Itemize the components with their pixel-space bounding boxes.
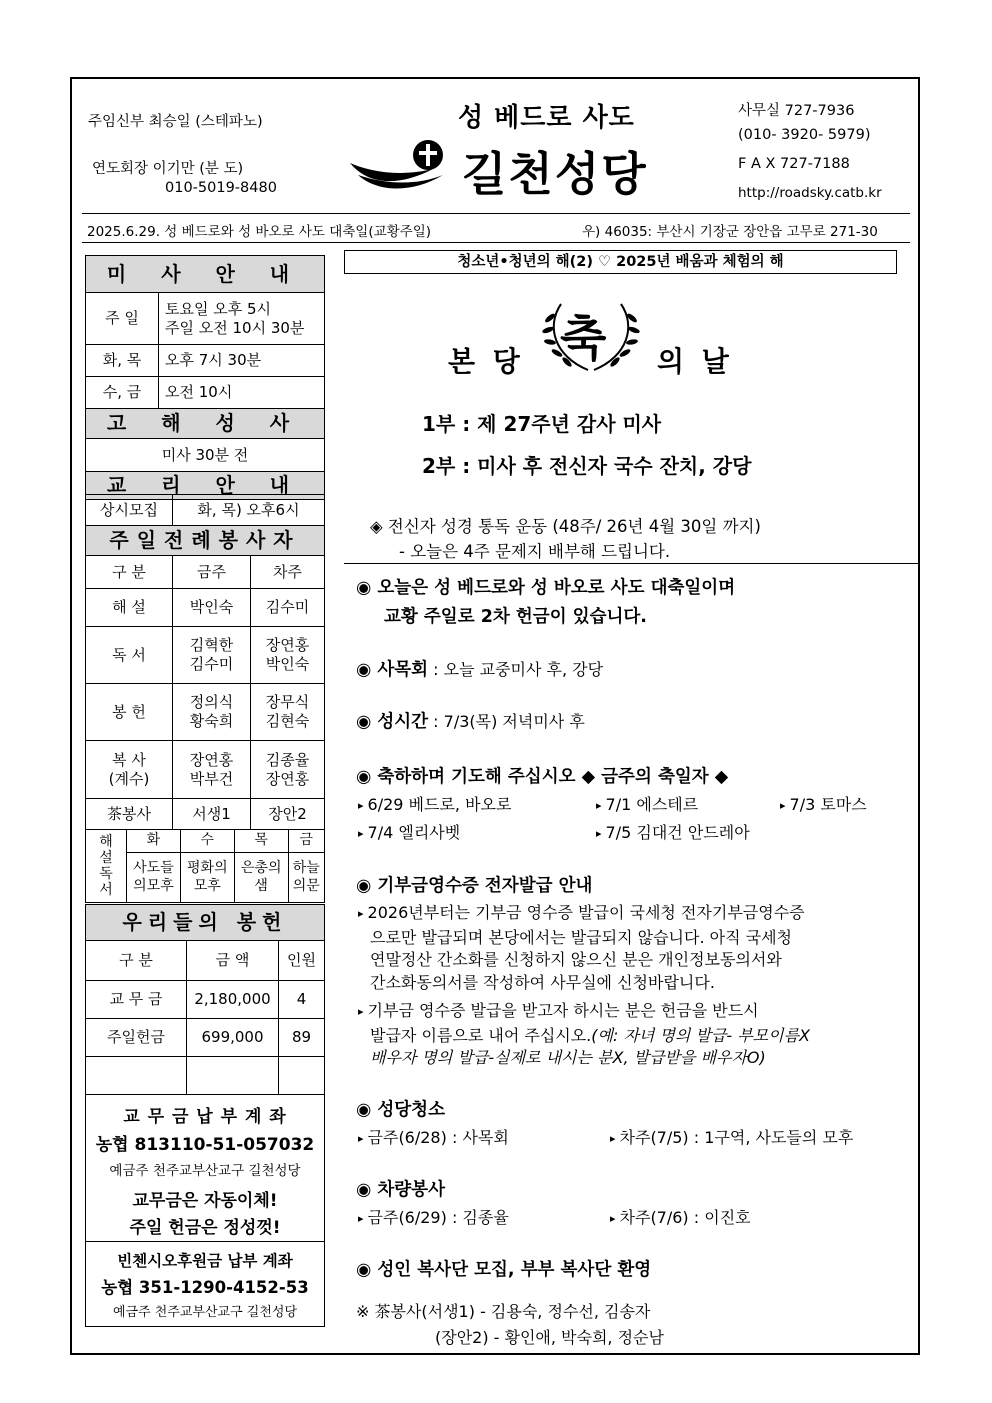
offering-empty — [86, 1057, 187, 1095]
receipt-line: ▸ 기부금 영수증 발급을 받고자 하시는 분은 헌금을 반드시 — [358, 1000, 810, 1025]
notice-driving-title: ◉ 차량봉사 — [356, 1180, 445, 1200]
parish-name: 길천성당 — [462, 147, 648, 201]
mobile-phone: (010- 3920- 5979) — [738, 127, 871, 143]
servers-head-role: 구 분 — [86, 556, 173, 589]
offering-count: 89 — [279, 1019, 325, 1057]
notices-divider — [344, 563, 918, 564]
catechism-table — [85, 494, 325, 556]
server-this — [173, 741, 251, 799]
servers-table — [85, 555, 325, 830]
server-next — [251, 741, 325, 799]
bible-reading-line1: ◈ 전신자 성경 통독 운동 (48주/ 26년 4월 30일 까지) — [370, 517, 761, 536]
catechism-label: 상시모집 — [86, 495, 173, 526]
offering-note: 주일 헌금은 정성껏! — [129, 1218, 281, 1238]
offering-amount: 699,000 — [187, 1019, 279, 1057]
website-link[interactable]: http://roadsky.catb.kr — [738, 185, 882, 201]
server-name: 김현숙 — [265, 712, 310, 730]
weekday-head: 화 — [127, 830, 181, 853]
server-role: 독 서 — [86, 627, 173, 684]
mass-time-tue-thu: 오후 7시 30분 — [159, 345, 325, 377]
driving-this-week: ▸ 금주(6/29) : 김종율 — [358, 1205, 509, 1228]
server-name: 박인숙 — [265, 655, 310, 673]
weekday-val-line: 의문 — [292, 877, 320, 894]
cleaning-this-week: ▸ 금주(6/28) : 사목회 — [358, 1125, 509, 1148]
server-name: 황숙희 — [189, 712, 234, 730]
mass-time-sun: 주일 오전 10시 30분 — [165, 318, 305, 337]
feast-emblem-char: 축 — [560, 311, 607, 367]
offering-empty — [279, 1057, 325, 1095]
account-title: 교 무 금 납 부 계 좌 — [123, 1107, 287, 1127]
catechism-title: 교 리 안 내 — [86, 472, 325, 500]
confession-title: 고 해 성 사 — [86, 409, 325, 439]
weekday-val — [288, 853, 324, 903]
weekday-head: 수 — [180, 830, 234, 853]
server-name: 장연홍 — [265, 769, 310, 788]
header-divider-top — [82, 213, 910, 214]
weekday-val-line: 평화의 — [187, 860, 228, 876]
nameday-item: ▸ 7/1 에스테르 — [596, 792, 698, 815]
server-name: 김혁한 — [189, 636, 234, 655]
pastor-name: 주임신부 최승일 (스테파노) — [88, 114, 263, 130]
notice-namedays-title: ◉ 축하하며 기도해 주십시오 ◆ 금주의 축일자 ◆ — [356, 767, 729, 787]
parish-logo-icon — [348, 135, 458, 195]
notice-holy-hour-text: : 7/3(목) 저녁미사 후 — [428, 712, 585, 731]
account-holder: 예금주 천주교부산교구 길천성당 — [109, 1163, 301, 1179]
server-next: 장안2 — [251, 799, 325, 830]
weekday-label-text: 해설독서 — [99, 833, 113, 899]
servers-title: 주일전례봉사자 — [86, 526, 325, 556]
account-box — [85, 1094, 325, 1242]
receipt-example-line: 배우자 명의 발급-실제로 내시는 분X, 발급받을 배우자O) — [370, 1048, 766, 1067]
notice-council-text: : 오늘 교중미사 후, 강당 — [428, 660, 604, 679]
feast-left-text: 본 당 — [448, 345, 524, 378]
mass-day-tue-thu: 화, 목 — [86, 345, 159, 377]
server-this: 서생1 — [173, 799, 251, 830]
server-role: 봉 헌 — [86, 684, 173, 741]
notice-cleaning-title: ◉ 성당청소 — [356, 1100, 445, 1120]
mass-time-wed-fri: 오전 10시 — [159, 377, 325, 409]
server-name: 김수미 — [189, 655, 234, 673]
weekday-head: 목 — [234, 830, 288, 853]
tea-service-line2: (장안2) - 황인애, 박숙희, 정순남 — [435, 1328, 664, 1347]
offering-label: 교 무 금 — [86, 981, 187, 1019]
server-name: 김종율 — [265, 750, 310, 769]
weekday-val — [180, 853, 234, 903]
notice-feast-line2: 교황 주일로 2차 헌금이 있습니다. — [384, 607, 647, 627]
notice-altar-servers-title: ◉ 성인 복사단 모집, 부부 복사단 환영 — [356, 1260, 652, 1280]
offering-label: 주일헌금 — [86, 1019, 187, 1057]
weekday-val — [234, 853, 288, 903]
mass-table — [85, 255, 325, 500]
server-role — [86, 741, 173, 799]
offering-head-count: 인원 — [279, 941, 325, 981]
auto-transfer-note: 교무금은 자동이체! — [132, 1191, 278, 1211]
server-next — [251, 627, 325, 684]
offering-head-amount: 금 액 — [187, 941, 279, 981]
account-number: 농협 813110-51-057032 — [95, 1135, 315, 1155]
mass-title: 미 사 안 내 — [86, 256, 325, 293]
offering-head-label: 구 분 — [86, 941, 187, 981]
offering-title: 우리들의 봉헌 — [86, 905, 325, 941]
server-this: 박인숙 — [173, 589, 251, 627]
cleaning-next-week: ▸ 차주(7/5) : 1구역, 사도들의 모후 — [610, 1125, 853, 1148]
vincent-number: 농협 351-1290-4152-53 — [101, 1278, 309, 1297]
feast-part2: 2부 : 미사 후 전신자 국수 잔치, 강당 — [422, 454, 752, 478]
header-divider-bottom — [82, 242, 910, 243]
weekday-val-line: 사도들 — [133, 860, 174, 876]
weekday-val-line: 의모후 — [133, 877, 174, 894]
notice-receipt-title: ◉ 기부금영수증 전자발급 안내 — [356, 876, 593, 896]
nameday-item: ▸ 7/5 김대건 안드레아 — [596, 820, 750, 843]
vincent-title: 빈첸시오후원금 납부 계좌 — [117, 1252, 293, 1270]
notice-holy-hour — [356, 708, 585, 733]
fax-number: F A X 727-7188 — [738, 156, 850, 172]
server-name: 장연홍 — [265, 636, 310, 655]
notice-council — [356, 656, 603, 681]
receipt-line: 으로만 발급되며 본당에서는 발급되지 않습니다. 아직 국세청 — [370, 927, 793, 947]
server-role: 茶봉사 — [86, 799, 173, 830]
weekday-val-line: 샘 — [254, 877, 268, 894]
server-this — [173, 684, 251, 741]
server-role-line: 복 사 — [112, 750, 146, 769]
server-role-line: (계수) — [108, 769, 150, 788]
nameday-item: ▸ 7/4 엘리사벳 — [358, 820, 460, 843]
servers-head-this: 금주 — [173, 556, 251, 589]
server-next: 김수미 — [251, 589, 325, 627]
weekday-val-line: 은총의 — [240, 860, 282, 876]
council-president: 연도회장 이기만 (분 도) — [92, 161, 244, 177]
notice-holy-hour-title: ◉ 성시간 — [356, 712, 429, 732]
nameday-item: ▸ 6/29 베드로, 바오로 — [358, 792, 511, 815]
mass-time-sat: 토요일 오후 5시 — [165, 299, 272, 318]
catechism-time: 화, 목) 오후6시 — [173, 495, 325, 526]
server-next — [251, 684, 325, 741]
council-phone: 010-5019-8480 — [165, 180, 277, 196]
patron-saint: 성 베드로 사도 — [458, 103, 635, 133]
driving-next-week: ▸ 차주(7/6) : 이진호 — [610, 1205, 751, 1228]
receipt-line: 간소화동의서를 작성하여 사무실에 신청바랍니다. — [370, 972, 715, 992]
receipt-example: (예: 자녀 명의 발급- 부모이름X — [591, 1025, 811, 1045]
vincent-holder: 예금주 천주교부산교구 길천성당 — [112, 1305, 298, 1320]
server-name: 정의식 — [189, 693, 234, 712]
offering-empty — [187, 1057, 279, 1095]
mass-day-wed-fri: 수, 금 — [86, 377, 159, 409]
feast-right-text: 의 날 — [657, 345, 733, 378]
mass-time-sunday — [159, 293, 325, 345]
weekday-val — [127, 853, 181, 903]
notice-receipt-p1 — [358, 902, 805, 994]
tea-service-line1: ※ 茶봉사(서생1) - 김용숙, 정수선, 김송자 — [356, 1302, 651, 1321]
offering-table — [85, 904, 325, 1095]
weekday-label — [86, 830, 127, 903]
receipt-line: 연말정산 간소화를 신청하지 않으신 분은 개인정보동의서와 — [370, 950, 782, 969]
address: 우) 46035: 부산시 기장군 장안읍 고무로 271-30 — [582, 224, 878, 240]
bible-reading-line2: - 오늘은 4주 문제지 배부해 드립니다. — [399, 542, 671, 561]
notice-council-title: ◉ 사목회 — [356, 660, 429, 680]
weekday-reader-table — [85, 829, 325, 903]
server-this — [173, 627, 251, 684]
nameday-item: ▸ 7/3 토마스 — [780, 792, 867, 815]
notice-receipt-p2 — [358, 1000, 810, 1070]
vincent-account-box — [85, 1241, 325, 1327]
server-role: 해 설 — [86, 589, 173, 627]
server-name: 박부건 — [189, 769, 234, 788]
office-phone: 사무실 727-7936 — [738, 103, 855, 119]
server-name: 장연홍 — [189, 750, 234, 769]
date-line: 2025.6.29. 성 베드로와 성 바오로 사도 대축일(교황주일) — [87, 224, 432, 240]
notice-feast-line1: ◉ 오늘은 성 베드로와 성 바오로 사도 대축일이며 — [356, 578, 736, 598]
receipt-line: ▸ 2026년부터는 기부금 영수증 발급이 국세청 전자기부금영수증 — [358, 902, 805, 927]
weekday-val-line: 모후 — [193, 877, 221, 894]
weekday-head: 금 — [288, 830, 324, 853]
server-name: 장무식 — [265, 693, 310, 712]
receipt-line — [358, 1025, 810, 1048]
feast-part1: 1부 : 제 27주년 감사 미사 — [422, 412, 662, 436]
year-banner: 청소년•청년의 해(2) ♡ 2025년 배움과 체험의 해 — [344, 250, 897, 274]
mass-day-sunday: 주 일 — [86, 293, 159, 345]
weekday-val-line: 하늘 — [292, 860, 320, 876]
receipt-text: 발급자 이름으로 내어 주십시오. — [370, 1025, 592, 1045]
servers-head-next: 차주 — [251, 556, 325, 589]
confession-text: 미사 30분 전 — [86, 439, 325, 472]
offering-amount: 2,180,000 — [187, 981, 279, 1019]
offering-count: 4 — [279, 981, 325, 1019]
